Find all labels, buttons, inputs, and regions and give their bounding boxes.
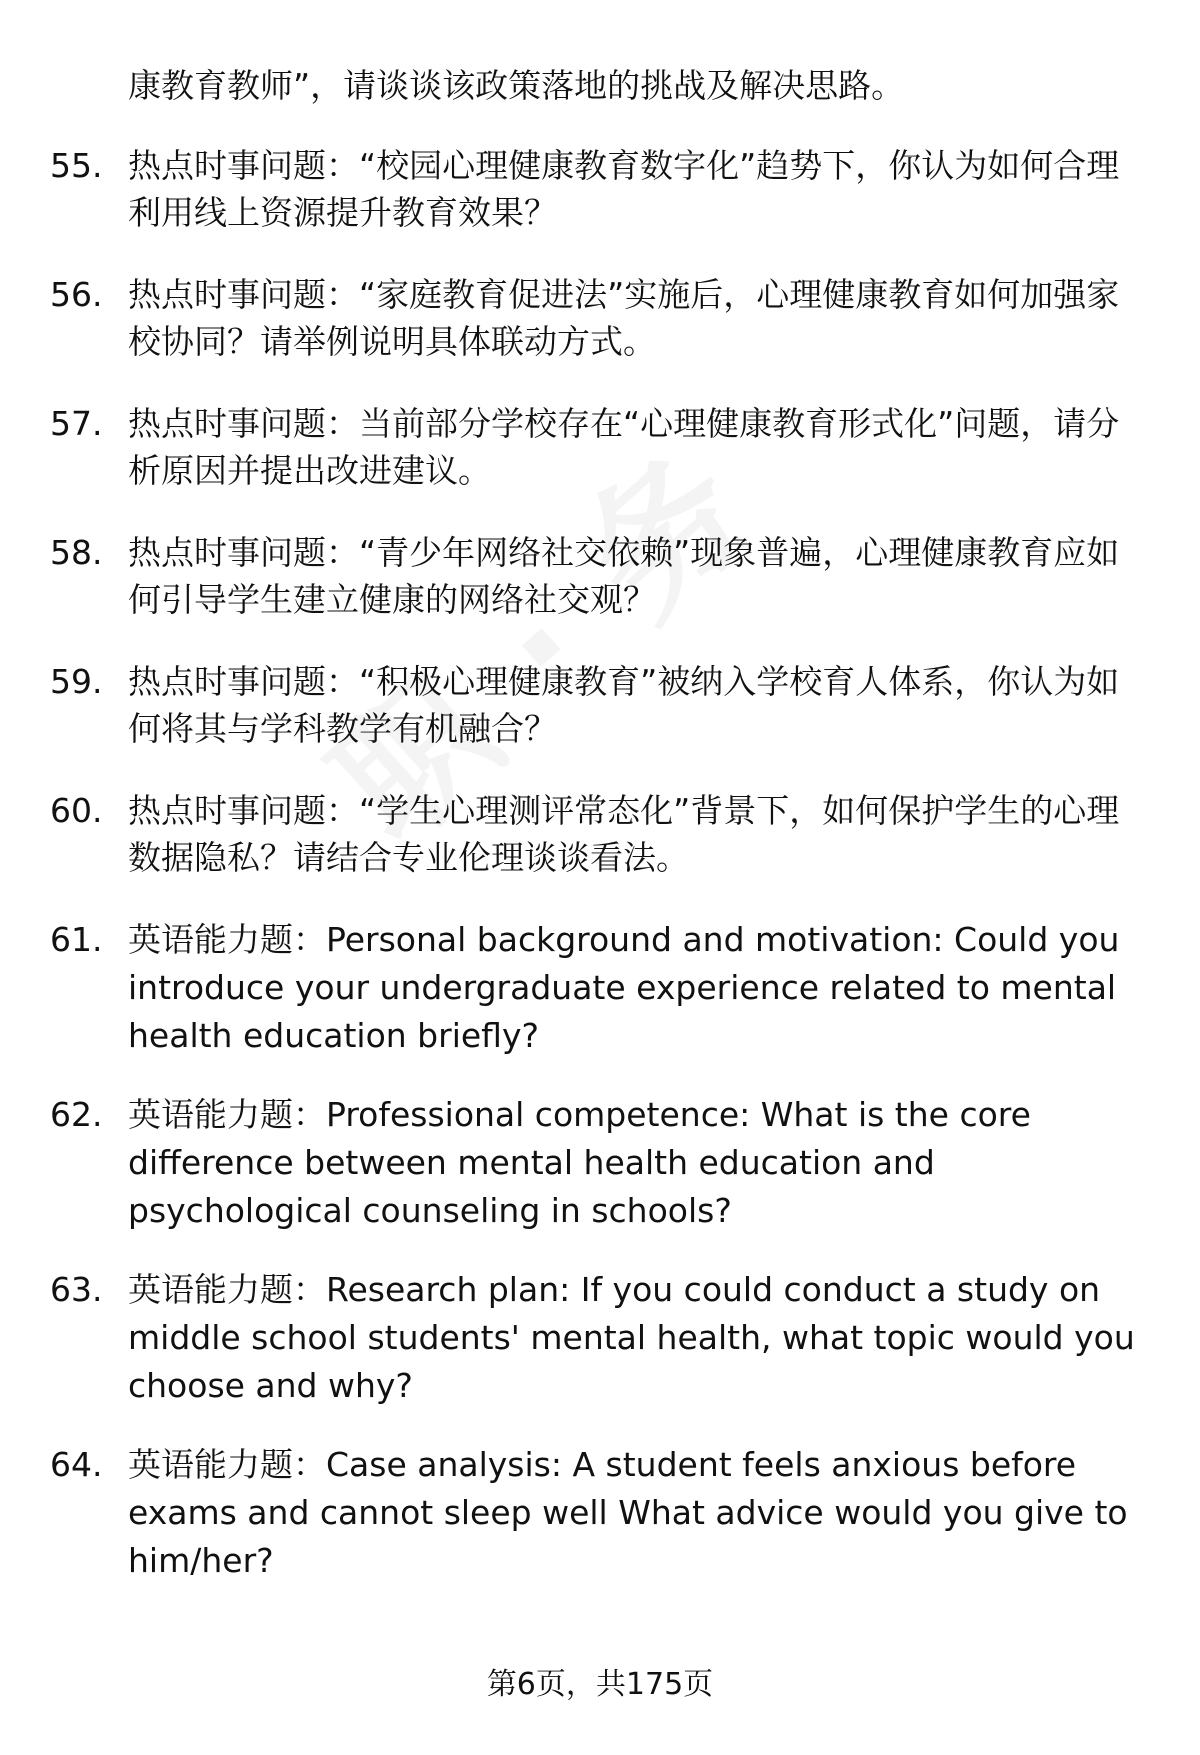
page-footer: 第6页，共175页: [486, 1667, 714, 1702]
question-text: 热点时事问题：“校园心理健康教育数字化”趋势下，你认为如何合理利用线上资源提升教育效果？: [128, 146, 1120, 232]
question-text: 英语能力题：Research plan: If you could conduct a study on middle school students' mental health, what topic would you choose and why?: [128, 1270, 1135, 1405]
question-number: 58.: [50, 533, 103, 572]
question-item: [50, 1266, 1150, 1410]
question-text: 热点时事问题：当前部分学校存在“心理健康教育形式化”问题，请分析原因并提出改进建议。: [128, 404, 1120, 490]
question-item: [50, 1091, 1150, 1235]
question-text: 英语能力题：Professional competence: What is the core difference between mental health education and psychological counseling in schools?: [128, 1095, 1031, 1230]
question-item: [50, 529, 1150, 623]
continuation-text: 康教育教师”，请谈谈该政策落地的挑战及解决思路。: [128, 66, 905, 105]
question-number: 62.: [50, 1095, 103, 1134]
question-number: 60.: [50, 791, 103, 830]
question-item: [50, 142, 1150, 236]
question-text: 热点时事问题：“家庭教育促进法”实施后，心理健康教育如何加强家校协同？请举例说明具体联动方式。: [128, 275, 1120, 361]
question-number: 57.: [50, 404, 103, 443]
question-text: 热点时事问题：“学生心理测评常态化”背景下，如何保护学生的心理数据隐私？请结合专业伦理谈谈看法。: [128, 791, 1120, 877]
question-item: [50, 400, 1150, 494]
question-text: 热点时事问题：“青少年网络社交依赖”现象普遍，心理健康教育应如何引导学生建立健康的网络社交观？: [128, 533, 1120, 619]
question-text: 热点时事问题：“积极心理健康教育”被纳入学校育人体系，你认为如何将其与学科教学有机融合？: [128, 662, 1120, 748]
question-number: 61.: [50, 920, 103, 959]
question-item: [50, 1441, 1150, 1585]
question-item: [50, 658, 1150, 752]
question-number: 55.: [50, 146, 103, 185]
question-number: 64.: [50, 1445, 103, 1484]
question-number: 63.: [50, 1270, 103, 1309]
question-number: 56.: [50, 275, 103, 314]
question-list: [50, 142, 1150, 1616]
question-number: 59.: [50, 662, 103, 701]
question-item: [50, 271, 1150, 365]
question-text: 英语能力题：Personal background and motivation: Could you introduce your undergraduate experience related to mental health education briefly?: [128, 920, 1120, 1055]
question-item: [50, 916, 1150, 1060]
question-text: 英语能力题：Case analysis: A student feels anxious before exams and cannot sleep well What advice would you give to him/her?: [128, 1445, 1128, 1580]
question-item: [50, 787, 1150, 881]
